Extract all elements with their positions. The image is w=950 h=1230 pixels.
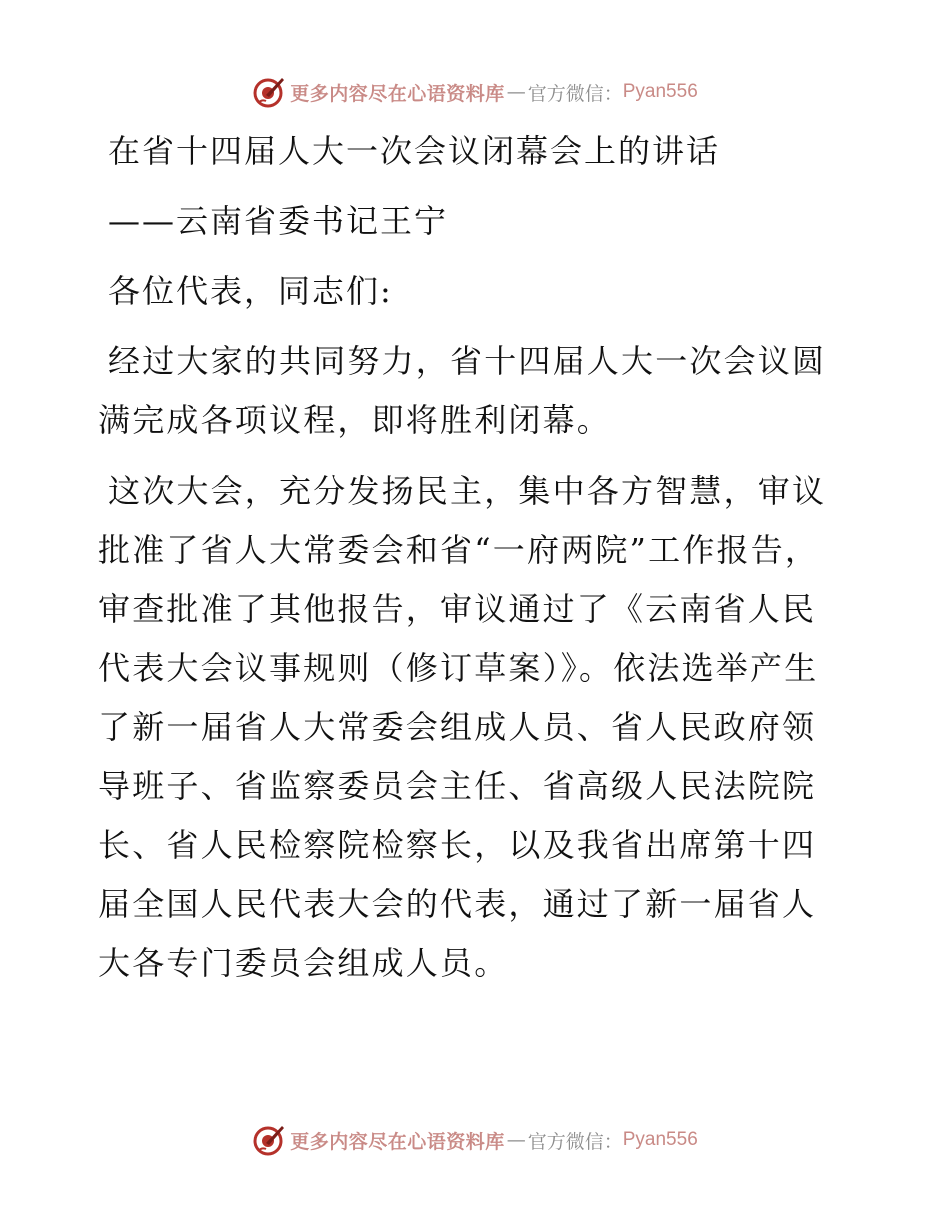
footer-banner xyxy=(0,1120,950,1160)
document-body xyxy=(98,122,850,1005)
banner-wechat-label: 官方微信： xyxy=(527,82,623,105)
pen-seal-logo-icon xyxy=(252,1123,286,1157)
document-subtitle: ——云南省委书记王宁 xyxy=(108,202,449,240)
paragraph: 这次大会，充分发扬民主，集中各方智慧，审议批准了省人大常委会和省“一府两院”工作报告，审查批准了其他报告，审议通过了《云南省人民代表大会议事规则（修订草案）》。依法选举产生了新一届省人大常委会组成人员、省人民政府领导班子、省监察委员会主任、省高级人民法院院长、省人民检察院检察长，以及我省出席第十四届全国人民代表大会的代表，通过了新一届省人大各专门委员会组成人员。 xyxy=(98,472,827,982)
banner-text: 更多内容尽在心语资料库 xyxy=(290,82,505,105)
salutation: 各位代表，同志们: xyxy=(108,272,393,310)
banner-wechat-label: 官方微信： xyxy=(527,1130,623,1153)
banner-wechat-id: Pyan556 xyxy=(622,81,698,102)
banner-dash: — xyxy=(506,1129,526,1151)
document-title: 在省十四届人大一次会议闭幕会上的讲话 xyxy=(108,132,721,170)
banner-text: 更多内容尽在心语资料库 xyxy=(290,1130,505,1153)
header-banner xyxy=(0,72,950,112)
paragraph: 经过大家的共同努力，省十四届人大一次会议圆满完成各项议程，即将胜利闭幕。 xyxy=(98,342,827,439)
banner-wechat-id: Pyan556 xyxy=(622,1129,698,1150)
pen-seal-logo-icon xyxy=(252,75,286,109)
banner-dash: — xyxy=(506,81,526,103)
